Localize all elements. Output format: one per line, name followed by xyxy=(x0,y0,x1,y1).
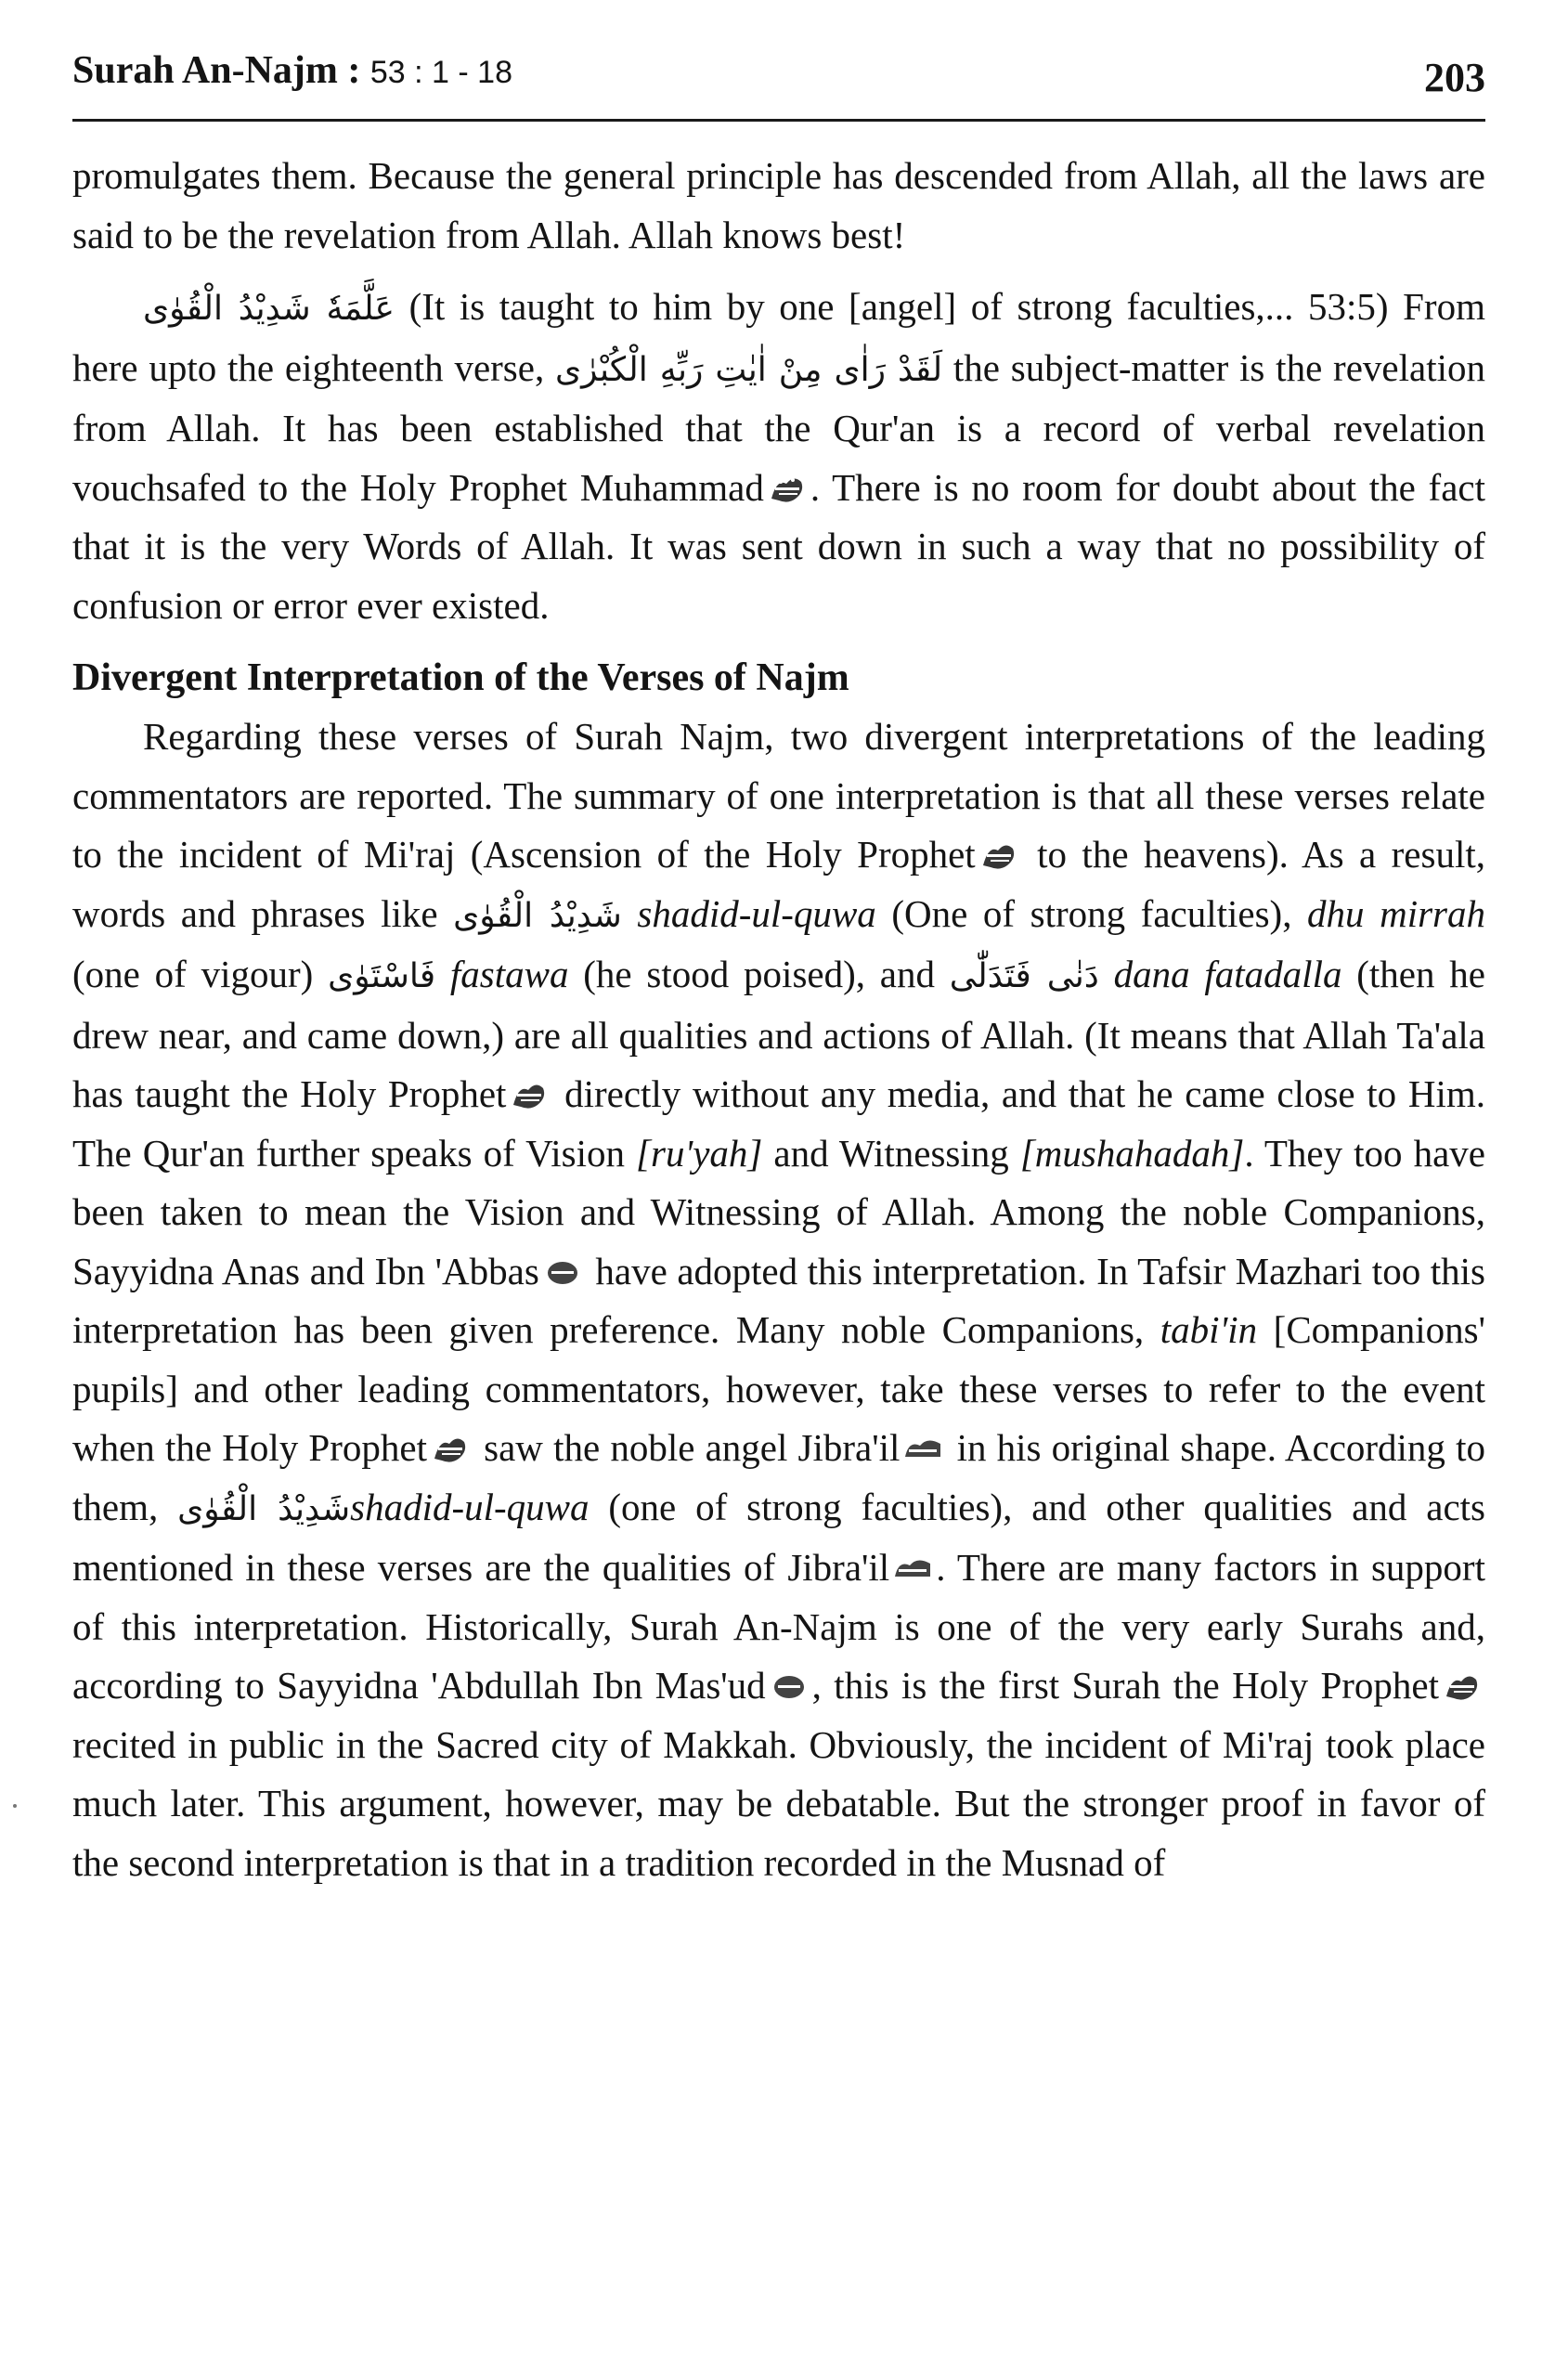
arabic-term: شَدِيْدُ الْقُوٰى xyxy=(453,896,622,935)
arabic-term: شَدِيْدُ الْقُوٰى xyxy=(177,1489,351,1528)
verse-reference: 53 : 1 - 18 xyxy=(369,55,512,90)
honorific-ligature-icon xyxy=(893,1551,932,1586)
honorific-ligature-icon xyxy=(431,1431,470,1466)
transliteration: shadid-ul-quwa xyxy=(637,891,876,935)
text-run: [Companions' pupils] and other leading commentators, however, take these verses to refer to the event when the Holy Prophet xyxy=(72,1308,1486,1469)
text-run: (one of strong faculties), and other qualities and acts mentioned in these verses are the qualities of Jibra'il xyxy=(72,1485,1485,1589)
arabic-quote: لَقَدْ رَاٰى مِنْ اٰيٰتِ رَبِّهِ الْكُبْرٰى xyxy=(555,350,943,389)
text-run: to the heavens). As a result, words and phrases like xyxy=(72,833,1485,935)
honorific-ligature-icon xyxy=(979,837,1018,873)
text-run: recited in public in the Sacred city of Makkah. Obviously, the incident of Mi'raj took place much later. This argument, however, may be debatable. But the stronger proof in favor of the second interpretation is that in a tradition recorded in the Musnad of xyxy=(72,1722,1485,1884)
text-run: the subject-matter is the revelation from Allah. It has been established that the Qur'an is a record of verbal revelation vouchsafed to the Holy Prophet Muhammad xyxy=(72,345,1485,509)
transliteration: dhu mirrah xyxy=(1307,891,1486,935)
text-run: and Witnessing xyxy=(762,1131,1020,1175)
text-run: . There is no room for doubt about the fact that it is the very Words of Allah. It was sent down in such a way that no possibility of confusion or error ever existed. xyxy=(72,465,1485,627)
transliteration: [mushahadah] xyxy=(1019,1131,1245,1175)
running-head xyxy=(72,37,1485,102)
text-run: (It is taught to him by one [angel] of strong faculties,... 53:5) From here upto the eighteenth verse, xyxy=(72,285,1485,389)
surah-title: Surah An-Najm : xyxy=(72,49,361,92)
transliteration: fastawa xyxy=(449,953,569,995)
honorific-ligature-icon xyxy=(543,1254,582,1290)
honorific-ligature-icon xyxy=(510,1077,549,1112)
text-run: (one of vigour) xyxy=(72,953,329,995)
book-page xyxy=(72,37,1486,1884)
transliteration: shadid-ul-quwa xyxy=(350,1485,590,1528)
text-run: (he stood poised), and xyxy=(568,953,950,995)
header-rule xyxy=(72,119,1485,122)
text-run: directly without any media, and that he came close to Him. The Qur'an further speaks of Vision xyxy=(72,1072,1485,1175)
body-text xyxy=(72,147,1485,1892)
arabic-quote: عَلَّمَهٗ شَدِيْدُ الْقُوٰى xyxy=(143,290,395,328)
text-run: . There are many factors in support of this interpretation. Historically, Surah An-Najm is one of the very early Surahs and, according to Sayyidna 'Abdullah Ibn Mas'ud xyxy=(72,1546,1485,1707)
transliteration: [ru'yah] xyxy=(636,1131,763,1175)
text-run: . They too have been taken to mean the Vision and Witnessing of Allah. Among the noble Companions, Sayyidna Anas and Ibn 'Abbas xyxy=(72,1131,1485,1292)
honorific-ligature-icon xyxy=(903,1431,942,1466)
text-run: Regarding these verses of Surah Najm, two divergent interpretations of the leading commentators are reported. The summary of one interpretation is that all these verses relate to the incident of Mi'raj (Ascension of the Holy Prophet xyxy=(72,715,1485,876)
arabic-term: دَنٰى فَتَدَلّٰى xyxy=(949,957,1099,995)
text-run: have adopted this interpretation. In Tafsir Mazhari too this interpretation has been given preference. Many noble Companions, xyxy=(72,1249,1485,1351)
section-heading: Divergent Interpretation of the Verses of Najm xyxy=(72,656,849,699)
text-run: saw the noble angel Jibra'il xyxy=(473,1426,901,1469)
transliteration: dana fatadalla xyxy=(1113,953,1342,995)
arabic-term: فَاسْتَوٰى xyxy=(328,957,436,995)
text-run: in his original shape. According to them, xyxy=(72,1426,1485,1528)
text-run: , this is the first Surah the Holy Prophet xyxy=(811,1664,1439,1707)
running-title xyxy=(72,48,512,93)
margin-speck xyxy=(13,1804,17,1808)
page-number: 203 xyxy=(1424,55,1485,100)
honorific-ligature-icon xyxy=(1443,1668,1482,1704)
paragraph-revelation xyxy=(72,278,1485,635)
transliteration: tabi'in xyxy=(1160,1308,1258,1351)
text-run: (One of strong faculties), xyxy=(875,891,1308,935)
paragraph-continued: promulgates them. Because the general principle has descended from Allah, all the laws are said to be the revelation from Allah. Allah knows best! xyxy=(72,154,1485,256)
honorific-ligature-icon xyxy=(770,1668,809,1704)
honorific-ligature-icon xyxy=(768,471,807,506)
text-run: (then he drew near, and came down,) are all qualities and actions of Allah. (It means that Allah Ta'ala has taught the Holy Prophet xyxy=(72,953,1486,1115)
paragraph-interpretations xyxy=(72,708,1485,1892)
